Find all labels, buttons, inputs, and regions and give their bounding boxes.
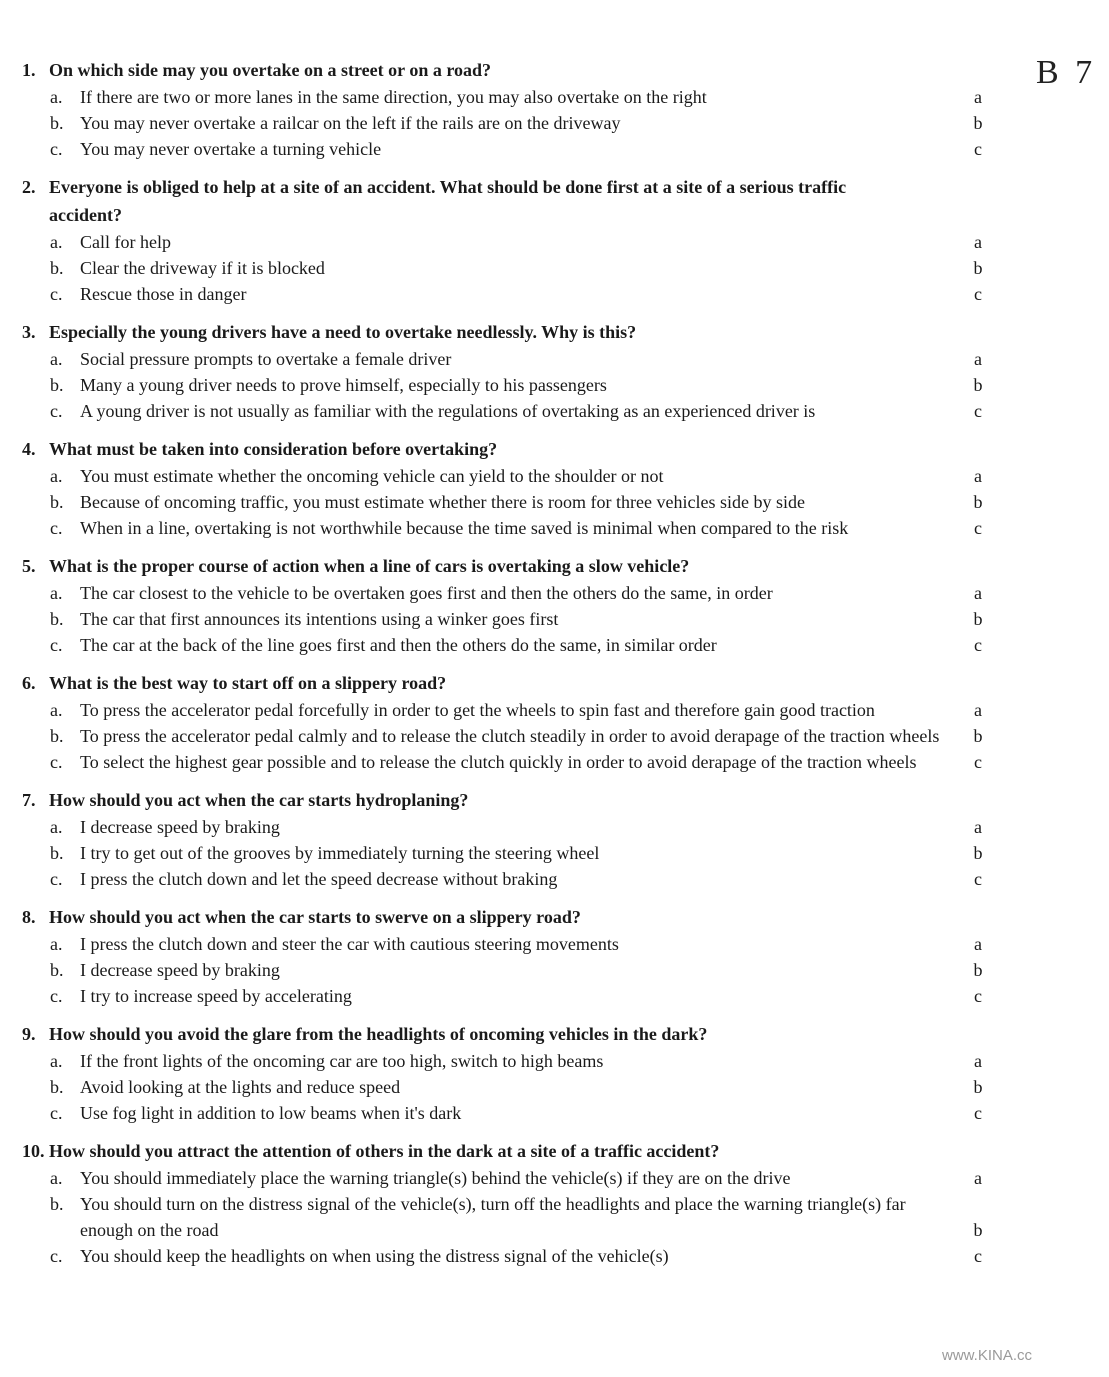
answer-letter: c. [50,986,63,1006]
answer-letter: a. [50,232,63,252]
answer-text: Many a young driver needs to prove himself, especially to his passengers [80,375,607,395]
answer-text: The car at the back of the line goes first and then the others do the same, in similar order [80,635,717,655]
answer-choice-mark: a [974,1051,982,1071]
answer-choice-mark: b [973,726,983,746]
question-text: How should you avoid the glare from the headlights of oncoming vehicles in the dark? [49,1024,708,1044]
answer-choice-mark: c [974,1103,982,1123]
answer-option [22,372,1022,398]
answer-choice-mark: c [974,1246,982,1266]
answer-choice-mark: c [974,284,982,304]
answer-text: To press the accelerator pedal forcefully in order to get the wheels to spin fast and therefore gain good traction [80,700,875,720]
answer-option [22,515,1022,541]
answer-option [22,229,1022,255]
answer-letter: b. [50,1077,64,1097]
answer-letter: a. [50,934,63,954]
answer-option [22,606,1022,632]
answer-letter: a. [50,87,63,107]
answer-text: If the front lights of the oncoming car are too high, switch to high beams [80,1051,604,1071]
question-text: What is the proper course of action when a line of cars is overtaking a slow vehicle? [49,556,690,576]
answer-choice-mark: a [974,1168,982,1188]
question-number: 6. [22,673,36,693]
question-3 [22,318,1022,424]
answer-letter: a. [50,817,63,837]
question-text: How should you attract the attention of others in the dark at a site of a traffic accident? [49,1141,720,1161]
answer-option [22,632,1022,658]
answer-option [22,931,1022,957]
answer-option [22,398,1022,424]
question-header [22,552,1022,580]
question-text: How should you act when the car starts to swerve on a slippery road? [49,907,581,927]
question-number: 7. [22,790,36,810]
answer-letter: a. [50,349,63,369]
answer-text: I press the clutch down and let the speed decrease without braking [80,869,558,889]
question-header [22,786,1022,814]
answer-choice-mark: c [974,869,982,889]
answer-choice-mark: c [974,986,982,1006]
question-header [22,56,1022,84]
answer-choice-mark: b [973,258,983,278]
answer-letter: b. [50,492,64,512]
answer-text: You should keep the headlights on when using the distress signal of the vehicle(s) [80,1246,669,1266]
answer-option [22,1165,1022,1191]
answer-letter: a. [50,1051,63,1071]
answer-choice-mark: b [973,1077,983,1097]
answer-choice-mark: a [974,583,982,603]
answer-option [22,697,1022,723]
question-text: How should you act when the car starts hydroplaning? [49,790,469,810]
answer-option [22,814,1022,840]
answer-text: I try to get out of the grooves by immediately turning the steering wheel [80,843,600,863]
question-number: 1. [22,60,36,80]
answer-text: To press the accelerator pedal calmly and to release the clutch steadily in order to avoid derapage of the traction wheels [80,726,940,746]
answer-choice-mark: c [974,518,982,538]
answer-letter: a. [50,1168,63,1188]
question-text: Especially the young drivers have a need to overtake needlessly. Why is this? [49,322,637,342]
answer-letter: b. [50,258,64,278]
answer-text: Rescue those in danger [80,284,247,304]
answer-option [22,866,1022,892]
answer-text: Because of oncoming traffic, you must estimate whether there is room for three vehicles side by side [80,492,805,512]
answer-letter: c. [50,1103,63,1123]
answer-choice-mark: a [974,232,982,252]
answer-letter: b. [50,375,64,395]
question-10 [22,1137,1022,1269]
answer-letter: c. [50,635,63,655]
question-text: On which side may you overtake on a street or on a road? [49,60,492,80]
answer-option [22,281,1022,307]
answer-letter: c. [50,401,63,421]
answer-text: Use fog light in addition to low beams when it's dark [80,1103,462,1123]
question-number: 5. [22,556,36,576]
answer-text: I decrease speed by braking [80,960,280,980]
answer-option [22,983,1022,1009]
answer-text: When in a line, overtaking is not worthwhile because the time saved is minimal when compared to the risk [80,518,849,538]
answer-choice-mark: b [973,492,983,512]
answer-letter: c. [50,139,63,159]
answer-text: You should immediately place the warning triangle(s) behind the vehicle(s) if they are on the drive [80,1168,791,1188]
answer-text: You may never overtake a railcar on the left if the rails are on the driveway [80,113,621,133]
question-2 [22,173,1022,307]
answer-option [22,840,1022,866]
answer-letter: b. [50,609,64,629]
answer-text: You must estimate whether the oncoming vehicle can yield to the shoulder or not [80,466,664,486]
answer-choice-mark: c [974,752,982,772]
answer-letter: b. [50,113,64,133]
question-number: 4. [22,439,36,459]
answer-choice-mark: a [974,349,982,369]
question-1 [22,56,1022,162]
answer-option [22,957,1022,983]
answer-letter: a. [50,466,63,486]
watermark: www.KINA.cc [942,1347,1033,1364]
page-id: B 7 [1036,54,1097,91]
question-number: 10. [22,1141,45,1161]
question-5 [22,552,1022,658]
answer-choice-mark: a [974,817,982,837]
answer-choice-mark: c [974,139,982,159]
answer-letter: c. [50,752,63,772]
answer-text: You should turn on the distress signal of the vehicle(s), turn off the headlights and place the warning triangle(s) far enough on the road [80,1194,906,1240]
question-text: What is the best way to start off on a slippery road? [49,673,447,693]
answer-letter: c. [50,869,63,889]
answer-text: I try to increase speed by accelerating [80,986,352,1006]
answer-text: If there are two or more lanes in the same direction, you may also overtake on the right [80,87,707,107]
answer-choice-mark: c [974,635,982,655]
answer-choice-mark: a [974,466,982,486]
answer-choice-mark: b [973,113,983,133]
answer-text: I press the clutch down and steer the car with cautious steering movements [80,934,619,954]
question-text: What must be taken into consideration before overtaking? [49,439,498,459]
answer-option [22,580,1022,606]
answer-letter: b. [50,960,64,980]
question-6 [22,669,1022,775]
answer-text: Call for help [80,232,171,252]
answer-option [22,84,1022,110]
answer-option [22,110,1022,136]
answer-choice-mark: a [974,700,982,720]
answer-letter: c. [50,1246,63,1266]
answer-letter: b. [50,1194,64,1214]
answer-letter: a. [50,583,63,603]
answer-text: The car that first announces its intentions using a winker goes first [80,609,559,629]
answer-choice-mark: a [974,87,982,107]
question-number: 3. [22,322,36,342]
question-number: 8. [22,907,36,927]
answer-text: Clear the driveway if it is blocked [80,258,325,278]
answer-choice-mark: c [974,401,982,421]
question-header [22,1137,1022,1165]
answer-option [22,346,1022,372]
question-number: 9. [22,1024,36,1044]
answer-text: The car closest to the vehicle to be overtaken goes first and then the others do the same, in order [80,583,773,603]
question-text: Everyone is obliged to help at a site of an accident. What should be done first at a site of a serious traffic accident? [49,177,847,225]
answer-text: Social pressure prompts to overtake a female driver [80,349,452,369]
answer-option [22,1243,1022,1269]
answer-choice-mark: a [974,934,982,954]
answer-choice-mark: b [973,960,983,980]
answer-text: Avoid looking at the lights and reduce speed [80,1077,401,1097]
answer-option [22,1048,1022,1074]
answer-text: You may never overtake a turning vehicle [80,139,382,159]
answer-option [22,489,1022,515]
answer-letter: c. [50,284,63,304]
answer-option [22,255,1022,281]
question-4 [22,435,1022,541]
question-header [22,903,1022,931]
question-header [22,173,1022,229]
answer-choice-mark: b [973,609,983,629]
answer-option [22,136,1022,162]
question-header [22,318,1022,346]
question-number: 2. [22,177,36,197]
answer-letter: b. [50,843,64,863]
answer-option [22,1100,1022,1126]
answer-option [22,723,1022,749]
question-header [22,435,1022,463]
question-9 [22,1020,1022,1126]
answer-choice-mark: b [973,843,983,863]
answer-option [22,463,1022,489]
answer-letter: c. [50,518,63,538]
answer-text: To select the highest gear possible and to release the clutch quickly in order to avoid derapage of the traction wheels [80,752,917,772]
question-8 [22,903,1022,1009]
answer-text: A young driver is not usually as familiar with the regulations of overtaking as an experienced driver is [80,401,816,421]
question-header [22,1020,1022,1048]
question-list [22,56,1022,1280]
answer-text: I decrease speed by braking [80,817,280,837]
question-header [22,669,1022,697]
answer-letter: b. [50,726,64,746]
answer-letter: a. [50,700,63,720]
answer-option [22,1074,1022,1100]
answer-option [22,1191,1022,1243]
answer-option [22,749,1022,775]
answer-choice-mark: b [973,1220,983,1240]
question-7 [22,786,1022,892]
answer-choice-mark: b [973,375,983,395]
